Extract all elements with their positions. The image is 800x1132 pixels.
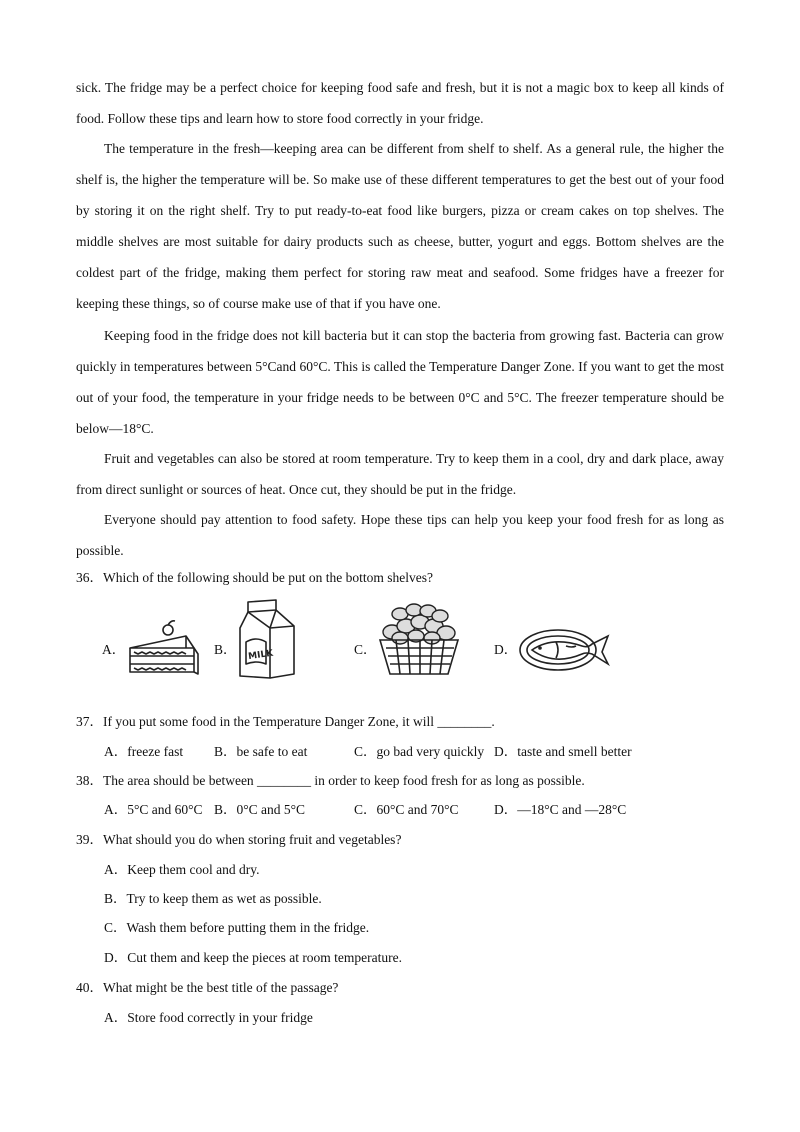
question-38-stem: 38．The area should be between ________ in order to keep food fresh for as long as possible. — [76, 773, 585, 788]
passage-paragraph-0: sick. The fridge may be a perfect choice for keeping food safe and fresh, but it is not a magic box to keep all kinds of food. Follow these tips and learn how to store food correctly in your fridge. — [76, 80, 724, 126]
cake-icon — [124, 618, 202, 680]
q37-option-a: A．freeze fast — [104, 744, 184, 759]
milk-carton-icon — [236, 598, 300, 680]
q38-option-c: C．60°C and 70°C — [354, 802, 459, 817]
q37-option-b: B．be safe to eat — [214, 744, 308, 759]
question-39-stem: 39．What should you do when storing fruit and vegetables? — [76, 832, 402, 847]
question-37-stem: 37．If you put some food in the Temperature Danger Zone, it will ________. — [76, 714, 495, 729]
passage-paragraph-4: Everyone should pay attention to food safety. Hope these tips can help you keep your food fresh for as long as possible. — [76, 512, 724, 558]
q39-option-a: A．Keep them cool and dry. — [104, 862, 260, 877]
q37-option-c: C．go bad very quickly — [354, 744, 485, 759]
question-40-stem: 40．What might be the best title of the passage? — [76, 980, 339, 995]
q38-option-b: B．0°C and 5°C — [214, 802, 306, 817]
egg-basket-icon — [376, 600, 462, 680]
q37-option-d: D．taste and smell better — [494, 744, 632, 759]
q36-option-a-label: A． — [102, 642, 126, 657]
q38-option-a: A．5°C and 60°C — [104, 802, 203, 817]
passage-paragraph-2: Keeping food in the fridge does not kill bacteria but it can stop the bacteria from growing fast. Bacteria can grow quickly in temperatures between 5°Cand 60°C. This is called the Temperature Danger Zone. If you want to get the most out of your food, the temperature in your fridge needs to be between 0°C and 5°C. The freezer temperature should be below—18°C. — [76, 328, 724, 436]
q39-option-c: C．Wash them before putting them in the fridge. — [104, 920, 370, 935]
passage-paragraph-3: Fruit and vegetables can also be stored at room temperature. Try to keep them in a cool, dry and dark place, away from direct sunlight or sources of heat. Once cut, they should be put in the fridge. — [76, 451, 724, 497]
milk-carton-text: MILK — [247, 648, 274, 663]
q38-option-d: D．—18°C and —28°C — [494, 802, 627, 817]
passage-paragraph-1: The temperature in the fresh—keeping area can be different from shelf to shelf. As a general rule, the higher the shelf is, the higher the temperature will be. So make use of these different temperatures to get the best out of your food by storing it on the right shelf. Try to put ready-to-eat food like burgers, pizza or cream cakes on top shelves. The middle shelves are most suitable for dairy products such as cheese, butter, yogurt and eggs. Bottom shelves are the coldest part of the fridge, making them perfect for storing raw meat and seafood. Some fridges have a freezer for keeping these things, so of course make use of that if you have one. — [76, 141, 724, 311]
fish-plate-icon — [516, 622, 614, 674]
q39-option-d: D．Cut them and keep the pieces at room temperature. — [104, 950, 403, 965]
q36-option-c-label: C． — [354, 642, 377, 657]
q36-option-b-label: B． — [214, 642, 237, 657]
q36-option-d-label: D． — [494, 642, 518, 657]
question-36-stem: 36．Which of the following should be put on the bottom shelves? — [76, 570, 433, 585]
q40-option-a: A．Store food correctly in your fridge — [104, 1010, 313, 1025]
q39-option-b: B．Try to keep them as wet as possible. — [104, 891, 322, 906]
